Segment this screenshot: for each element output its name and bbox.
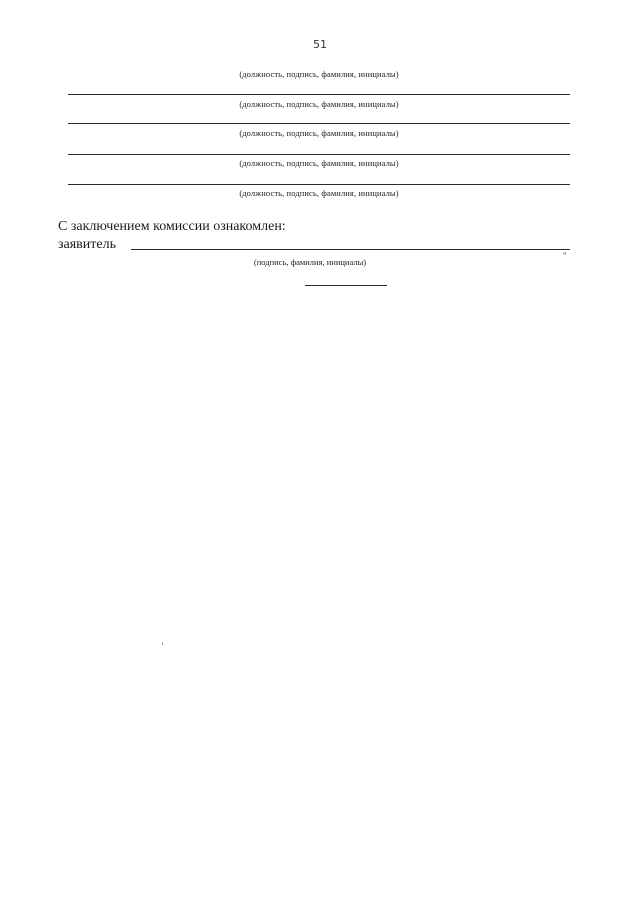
acknowledgement-statement: С заключением комиссии ознакомлен: [58, 219, 286, 234]
applicant-caption: (подпись, фамилия, инициалы) [253, 257, 367, 267]
closing-quote-mark: " [563, 251, 567, 261]
signature-caption-3: (должность, подпись, фамилия, инициалы) [239, 128, 399, 138]
applicant-signature-line [131, 249, 570, 250]
signature-line-5 [68, 184, 570, 185]
signature-line-4 [68, 154, 570, 155]
signature-caption-1: (должность, подпись, фамилия, инициалы) [239, 69, 399, 79]
scan-speck [162, 642, 163, 645]
signature-caption-2: (должность, подпись, фамилия, инициалы) [239, 99, 399, 109]
applicant-label: заявитель [58, 237, 116, 252]
signature-caption-5: (должность, подпись, фамилия, инициалы) [239, 188, 399, 198]
applicant-row [58, 237, 570, 255]
signature-line-2 [68, 94, 570, 95]
signature-caption-4: (должность, подпись, фамилия, инициалы) [239, 158, 399, 168]
signature-line-3 [68, 123, 570, 124]
page-number: 51 [313, 38, 327, 51]
end-of-section-rule [305, 285, 387, 286]
